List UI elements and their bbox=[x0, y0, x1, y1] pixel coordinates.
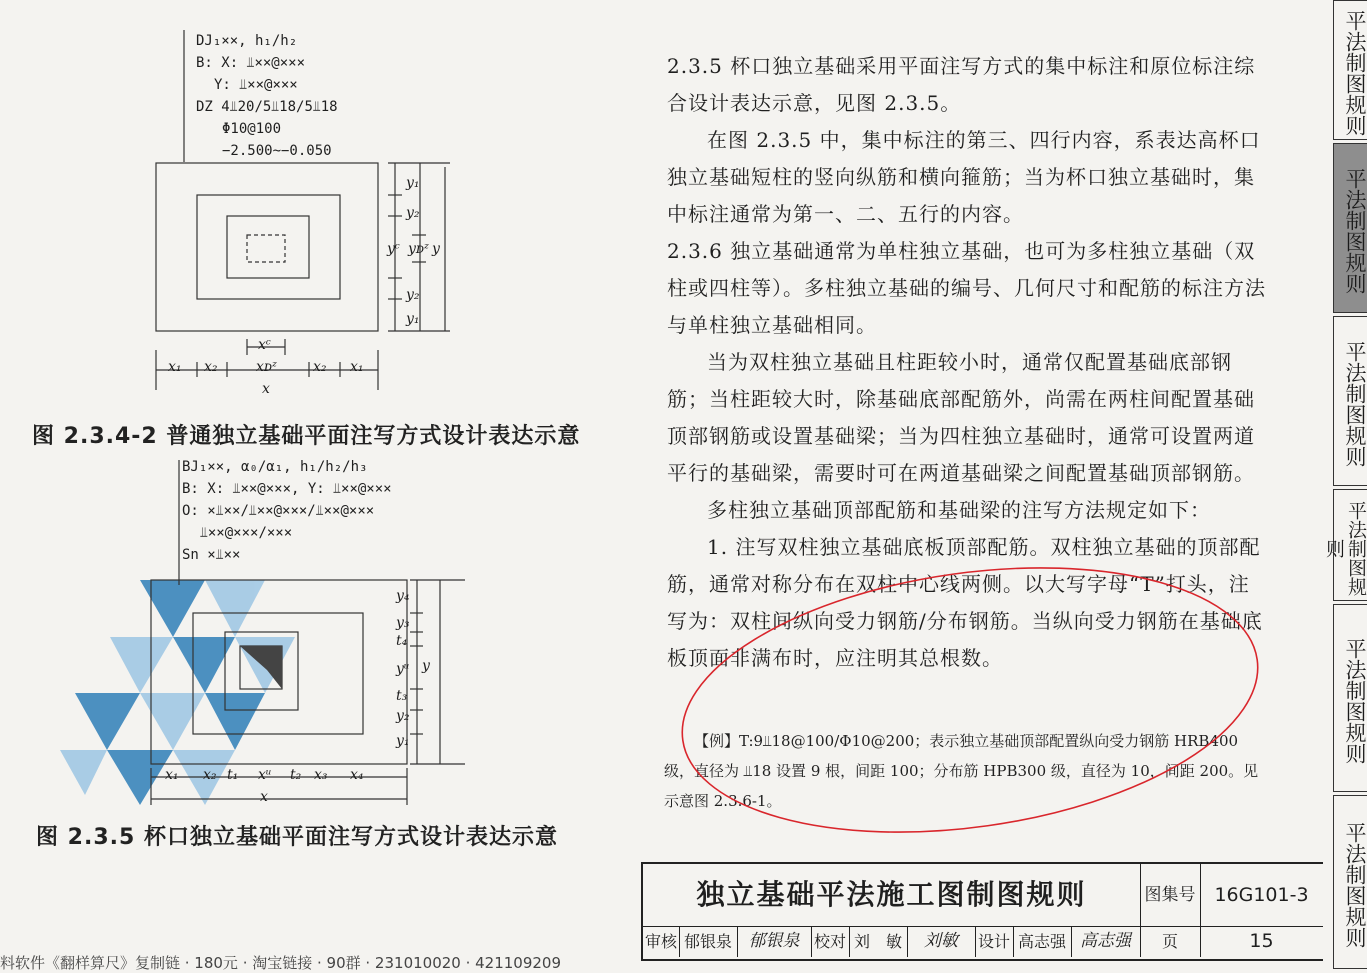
figure-1-caption: 图 2.3.4-2 普通独立基础平面注写方式设计表达示意 bbox=[32, 424, 581, 449]
column-pedestal bbox=[227, 216, 309, 278]
paragraph: 2.3.6 独立基础通常为单柱独立基础，也可为多柱独立基础（双柱或四柱等）。多柱独立基础的编号、几何尺寸和配筋的标注方法与单柱独立基础相同。 bbox=[667, 239, 1266, 337]
check-label: 校对 bbox=[811, 926, 850, 957]
drawing-title: 独立基础平法施工图制图规则 bbox=[643, 864, 1141, 927]
dim-label: xᴅᶻ bbox=[256, 359, 277, 375]
note-line: ⫫××@×××/××× bbox=[200, 525, 293, 541]
dim-label: y₁ bbox=[406, 175, 420, 191]
dim-label: y₃ bbox=[396, 615, 410, 631]
paragraph: 2.3.5 杯口独立基础采用平面注写方式的集中标注和原位标注综合设计表达示意，见图 2.3.5。 bbox=[667, 54, 1256, 115]
dim-label: t₄ bbox=[396, 633, 408, 649]
paragraph: 当为双柱独立基础且柱距较小时，通常仅配置基础底部钢筋；当柱距较大时，除基础底部配筋外，尚需在两柱间配置基础顶部钢筋或设置基础梁；当为四柱独立基础时，通常可设置两道平行的基础梁，需要时可在两道基础梁之间配置基础顶部钢筋。 bbox=[667, 350, 1255, 485]
tab-chapter[interactable]: 平法制图规则 bbox=[1333, 489, 1367, 601]
dim-label: x₂ bbox=[204, 359, 218, 375]
dim-label: x bbox=[260, 789, 268, 805]
note-line: −2.500~−0.050 bbox=[222, 143, 332, 159]
note-line: BJ₁××, α₀/α₁, h₁/h₂/h₃ bbox=[182, 459, 368, 475]
tab-chapter[interactable]: 平法制图规则 bbox=[1333, 795, 1367, 969]
dim-label: t₃ bbox=[396, 688, 408, 704]
atlas-number: 16G101-3 bbox=[1200, 864, 1323, 927]
dim-label: xᶜ bbox=[258, 337, 271, 353]
note-line: B: X: ⫫××@×××, Y: ⫫××@××× bbox=[182, 481, 392, 497]
dim-label: y bbox=[422, 658, 430, 674]
note-line: Y: ⫫××@××× bbox=[214, 77, 298, 93]
tab-chapter[interactable]: 平法制图规则 bbox=[1333, 604, 1367, 792]
title-block bbox=[641, 862, 1323, 961]
dim-label: t₁ bbox=[227, 767, 239, 783]
dim-label: xᵘ bbox=[258, 767, 272, 783]
figure-1-notes bbox=[196, 30, 338, 162]
designer-signature: 高志强 bbox=[1071, 926, 1141, 957]
paragraph: 1. 注写双柱独立基础底板顶部配筋。双柱独立基础的顶部配筋，通常对称分布在双柱中心线两侧。以大写字母“T”打头，注写为：双柱间纵向受力钢筋/分布钢筋。当纵向受力钢筋在基础底板顶面非满布时，应注明其总根数。 bbox=[667, 535, 1263, 670]
reviewer-name: 郁银泉 bbox=[679, 926, 738, 957]
review-label: 审核 bbox=[643, 926, 680, 957]
paragraph: 多柱独立基础顶部配筋和基础梁的注写方法规定如下： bbox=[707, 498, 1211, 522]
dim-label: y₂ bbox=[396, 708, 410, 724]
figure-2-caption: 图 2.3.5 杯口独立基础平面注写方式设计表达示意 bbox=[36, 825, 558, 850]
design-label: 设计 bbox=[975, 926, 1014, 957]
reviewer-signature: 郁银泉 bbox=[737, 926, 812, 957]
note-line: DJ₁××, h₁/h₂ bbox=[196, 33, 298, 49]
dim-label: y₁ bbox=[396, 733, 410, 749]
dim-label: y₁ bbox=[406, 311, 420, 327]
tab-chapter-active[interactable]: 平法制图规则 bbox=[1333, 143, 1367, 313]
dim-label: y₄ bbox=[396, 588, 410, 604]
checker-name: 刘 敏 bbox=[849, 926, 908, 957]
dim-label: y bbox=[432, 241, 440, 257]
figure-2-notes bbox=[182, 456, 392, 566]
checker-signature: 刘敏 bbox=[907, 926, 976, 957]
dim-label: x₄ bbox=[350, 767, 364, 783]
dim-label: y₂ bbox=[406, 287, 420, 303]
dim-label: x₁ bbox=[350, 359, 364, 375]
dim-label: x bbox=[262, 381, 270, 397]
dim-label: x₁ bbox=[165, 767, 179, 783]
footer-ad-text: 料软件《翻样算尺》复制链 · 180元 · 淘宝链接 · 90群 · 231010020 · 421109209 bbox=[0, 954, 562, 972]
dim-label: yᶜ bbox=[387, 241, 400, 257]
tab-chapter[interactable]: 平法制图规则 bbox=[1333, 0, 1367, 140]
dim-label: yᵘ bbox=[396, 661, 410, 677]
note-line: O: ×⫫××/⫫××@×××/⫫××@××× bbox=[182, 503, 375, 519]
dim-label: x₂ bbox=[313, 359, 327, 375]
step-outline bbox=[197, 195, 340, 299]
dim-label: x₁ bbox=[168, 359, 182, 375]
atlas-label: 图集号 bbox=[1140, 864, 1201, 927]
note-line: Φ10@100 bbox=[222, 121, 282, 137]
page-label: 页 bbox=[1140, 926, 1201, 957]
note-line: B: X: ⫫××@××× bbox=[196, 55, 306, 71]
column-dashed bbox=[247, 235, 285, 262]
paragraph: 在图 2.3.5 中，集中标注的第三、四行内容，系表达高杯口独立基础短柱的竖向纵筋和横向箍筋；当为杯口独立基础时，集中标注通常为第一、二、五行的内容。 bbox=[667, 128, 1261, 226]
example-text: 【例】T:9⫫18@100/Φ10@200；表示独立基础顶部配置纵向受力钢筋 HRB400 级，直径为 ⫫18 设置 9 根，间距 100；分布筋 HPB300 级，直径为 10，间距 200。见示意图 2.3.6-1。 bbox=[664, 732, 1259, 810]
dim-label: x₂ bbox=[203, 767, 217, 783]
dim-label: yᴅᶻ bbox=[408, 241, 429, 257]
dim-label: x₃ bbox=[314, 767, 328, 783]
dim-label: t₂ bbox=[290, 767, 302, 783]
designer-name: 高志强 bbox=[1013, 926, 1072, 957]
footing-outline bbox=[156, 163, 378, 331]
tab-chapter[interactable]: 平法制图规则 bbox=[1333, 316, 1367, 486]
note-line: DZ 4⫫20/5⫫18/5⫫18 bbox=[196, 99, 338, 115]
dim-label: y₂ bbox=[406, 205, 420, 221]
red-annotation-ellipse bbox=[640, 560, 1280, 860]
note-line: Sn ×⫫×× bbox=[182, 547, 241, 563]
page-number: 15 bbox=[1249, 930, 1274, 952]
